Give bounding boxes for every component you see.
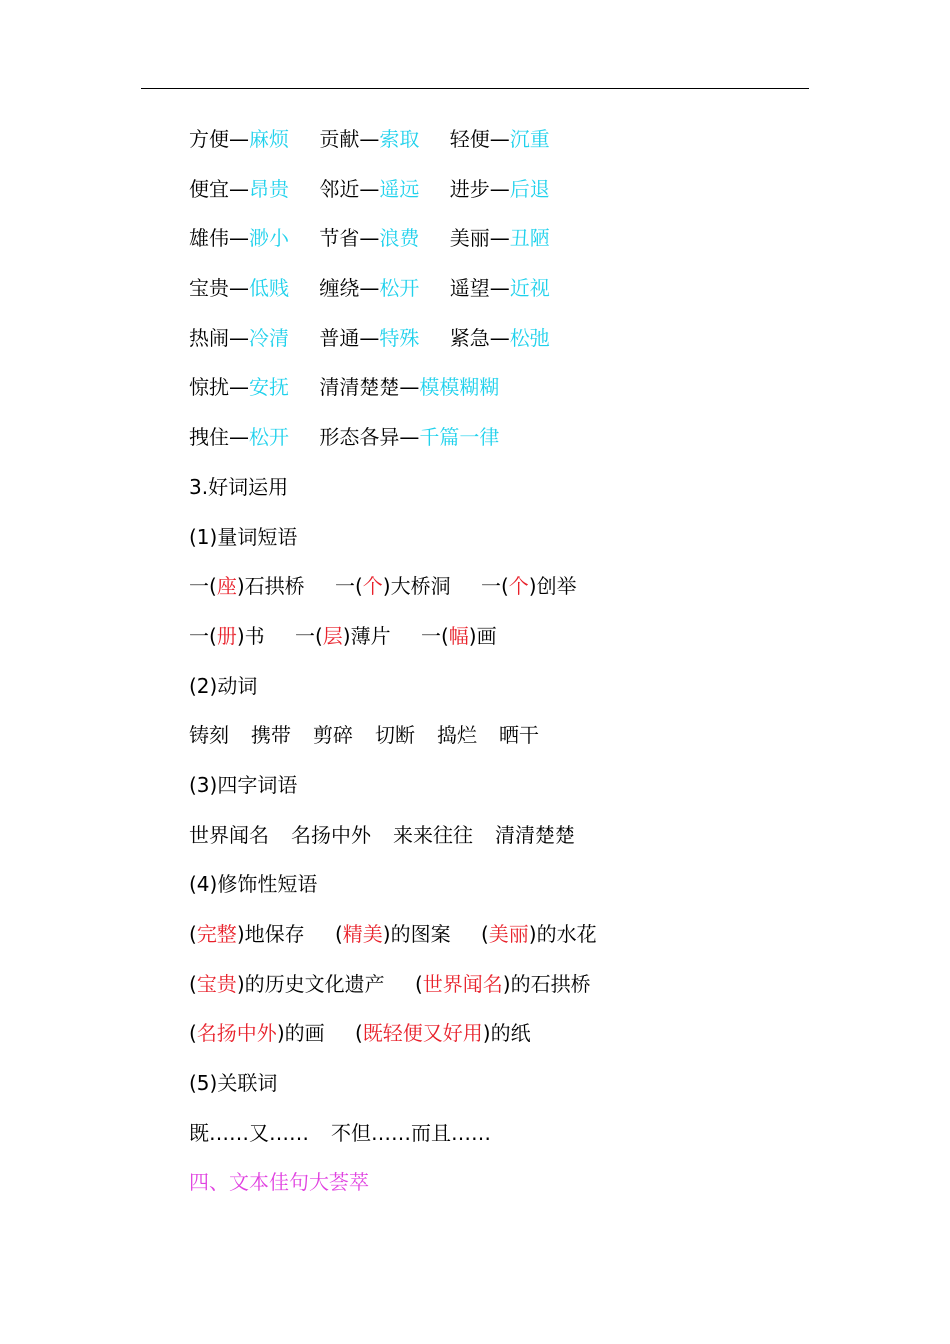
text: 一( xyxy=(189,574,217,599)
modifier-row xyxy=(189,960,829,1010)
text: )的水花 xyxy=(528,922,597,946)
text: ( xyxy=(189,971,197,996)
antonym-row xyxy=(189,214,829,264)
antonym-pair xyxy=(450,115,550,165)
antonym-row xyxy=(189,115,829,165)
verb-word: 切断 xyxy=(375,723,415,748)
verb-word: 晒干 xyxy=(499,723,539,748)
word: 热闹 xyxy=(189,325,229,350)
text: ( xyxy=(480,922,489,946)
antonym-pair xyxy=(189,314,289,364)
measure-word-row xyxy=(189,562,829,612)
idiom-word: 来来往往 xyxy=(393,822,473,847)
dash: — xyxy=(489,276,510,301)
antonym-pair xyxy=(189,363,289,413)
antonym-answer: 松开 xyxy=(379,276,420,301)
antonym-answer: 后退 xyxy=(509,176,550,201)
phrase xyxy=(295,624,391,648)
antonym-answer: 安抚 xyxy=(249,375,289,400)
antonym-answer: 丑陋 xyxy=(509,226,550,251)
word: 贡献 xyxy=(319,127,360,151)
verb-word: 携带 xyxy=(251,723,291,748)
word: 普通 xyxy=(319,325,360,350)
answer: 座 xyxy=(216,574,237,599)
antonym-pair xyxy=(450,264,550,314)
dash: — xyxy=(229,176,249,201)
answer: 层 xyxy=(322,623,343,648)
word: 邻近 xyxy=(319,176,360,201)
antonym-answer: 浪费 xyxy=(379,226,420,251)
idiom-word: 清清楚楚 xyxy=(495,822,575,847)
verb-word: 捣烂 xyxy=(437,723,477,748)
text: 一( xyxy=(480,574,509,599)
antonym-answer: 模模糊糊 xyxy=(419,375,500,400)
phrase xyxy=(481,574,577,598)
text: )创举 xyxy=(528,574,577,599)
antonym-answer: 沉重 xyxy=(509,127,550,151)
phrase xyxy=(355,1021,531,1045)
word: 紧急 xyxy=(449,325,490,350)
text: 一( xyxy=(189,623,217,648)
dash: — xyxy=(399,425,420,450)
dash: — xyxy=(399,375,420,400)
dash: — xyxy=(229,325,249,350)
section-heading: 3.好词运用 xyxy=(189,474,289,499)
subsection-heading: (4)修饰性短语 xyxy=(189,872,318,897)
dash: — xyxy=(359,127,380,151)
word: 遥望 xyxy=(449,276,490,301)
antonym-pair xyxy=(450,214,550,264)
word: 美丽 xyxy=(449,226,490,251)
antonym-pair xyxy=(450,314,550,364)
text: )的历史文化遗产 xyxy=(236,971,385,996)
word: 形态各异 xyxy=(319,425,400,450)
word: 宝贵 xyxy=(189,276,229,301)
text: 一( xyxy=(420,623,449,648)
text: ( xyxy=(414,971,423,996)
word: 进步 xyxy=(449,176,490,201)
phrase xyxy=(189,624,265,648)
text: ( xyxy=(189,922,197,946)
antonym-pair xyxy=(319,214,419,264)
word: 惊扰 xyxy=(189,375,229,400)
text: ( xyxy=(189,1021,197,1046)
antonym-row xyxy=(189,413,829,463)
antonym-answer: 千篇一律 xyxy=(419,425,500,450)
verb-word: 剪碎 xyxy=(313,723,353,748)
antonym-answer: 遥远 xyxy=(379,176,420,201)
text: )书 xyxy=(236,623,265,648)
antonym-answer: 冷清 xyxy=(249,325,289,350)
text: )薄片 xyxy=(342,623,391,648)
antonym-answer: 松弛 xyxy=(509,325,550,350)
phrase xyxy=(189,1021,325,1045)
dash: — xyxy=(229,425,249,450)
subsection-heading: (2)动词 xyxy=(189,673,258,698)
phrase xyxy=(335,574,451,598)
antonym-answer: 索取 xyxy=(379,127,420,151)
word: 雄伟 xyxy=(189,226,229,251)
subsection-heading: (1)量词短语 xyxy=(189,524,298,549)
dash: — xyxy=(489,325,510,350)
text: ( xyxy=(354,1021,363,1046)
conjunction-row xyxy=(189,1109,829,1159)
antonym-answer: 近视 xyxy=(509,276,550,301)
verb-row xyxy=(189,711,829,761)
word: 清清楚楚 xyxy=(319,375,400,400)
text: )的纸 xyxy=(482,1021,531,1046)
antonym-pair xyxy=(189,413,289,463)
conjunction: 既……又…… xyxy=(189,1120,309,1145)
text: )的石拱桥 xyxy=(502,971,591,996)
answer: 世界闻名 xyxy=(422,971,503,996)
phrase xyxy=(421,624,497,648)
answer: 个 xyxy=(362,574,383,599)
word: 拽住 xyxy=(189,425,229,450)
phrase xyxy=(415,972,591,996)
antonym-answer: 麻烦 xyxy=(249,127,289,151)
dash: — xyxy=(229,226,249,251)
dash: — xyxy=(229,276,249,301)
antonym-answer: 昂贵 xyxy=(249,176,289,201)
text: 一( xyxy=(294,623,323,648)
antonym-row xyxy=(189,165,829,215)
conjunction: 不但……而且…… xyxy=(331,1120,491,1145)
verb-word: 铸刻 xyxy=(189,723,229,748)
antonym-pair xyxy=(189,214,289,264)
antonym-pair xyxy=(319,165,419,215)
answer: 名扬中外 xyxy=(196,1021,277,1046)
answer: 个 xyxy=(508,574,529,599)
antonym-pair xyxy=(450,165,550,215)
dash: — xyxy=(359,325,380,350)
word: 方便 xyxy=(189,127,229,151)
phrase xyxy=(481,922,597,946)
antonym-pair xyxy=(319,363,499,413)
text: 一( xyxy=(334,574,363,599)
text: ( xyxy=(334,922,343,946)
antonym-answer: 松开 xyxy=(249,425,289,450)
word: 节省 xyxy=(319,226,360,251)
modifier-row xyxy=(189,1009,829,1059)
text: )画 xyxy=(468,623,497,648)
dash: — xyxy=(229,375,249,400)
antonym-answer: 渺小 xyxy=(249,226,289,251)
antonym-pair xyxy=(189,264,289,314)
word: 便宜 xyxy=(189,176,229,201)
phrase xyxy=(335,922,451,946)
section-heading-4: 四、文本佳句大荟萃 xyxy=(189,1170,369,1195)
idiom-word: 世界闻名 xyxy=(189,822,269,847)
text: )石拱桥 xyxy=(236,574,305,599)
antonym-row xyxy=(189,363,829,413)
measure-word-row xyxy=(189,612,829,662)
subsection-heading: (5)关联词 xyxy=(189,1071,278,1096)
idiom-word: 名扬中外 xyxy=(291,822,371,847)
antonym-answer: 低贱 xyxy=(249,276,289,301)
word: 缠绕 xyxy=(319,276,360,301)
dash: — xyxy=(359,276,380,301)
answer: 宝贵 xyxy=(196,971,237,996)
text: )的画 xyxy=(276,1021,325,1046)
dash: — xyxy=(489,226,510,251)
answer: 幅 xyxy=(448,623,469,648)
dash: — xyxy=(359,226,380,251)
dash: — xyxy=(489,127,510,151)
answer: 完整 xyxy=(196,922,237,946)
phrase xyxy=(189,922,305,946)
text: )地保存 xyxy=(236,922,305,946)
dash: — xyxy=(489,176,510,201)
document-body xyxy=(189,115,829,1208)
word: 轻便 xyxy=(449,127,490,151)
idiom-row xyxy=(189,811,829,861)
antonym-pair xyxy=(319,264,419,314)
answer: 美丽 xyxy=(488,922,529,946)
answer: 既轻便又好用 xyxy=(362,1021,483,1046)
phrase xyxy=(189,972,385,996)
modifier-row xyxy=(189,910,829,960)
dash: — xyxy=(359,176,380,201)
subsection-heading: (3)四字词语 xyxy=(189,772,298,797)
answer: 册 xyxy=(216,623,237,648)
dash: — xyxy=(229,127,249,151)
answer: 精美 xyxy=(342,922,383,946)
antonym-row xyxy=(189,264,829,314)
antonym-row xyxy=(189,314,829,364)
antonym-pair xyxy=(319,115,419,165)
text: )大桥洞 xyxy=(382,574,451,599)
phrase xyxy=(189,574,305,598)
antonym-pair xyxy=(189,165,289,215)
text: )的图案 xyxy=(382,922,451,946)
header-rule xyxy=(141,88,809,89)
antonym-pair xyxy=(319,413,499,463)
antonym-pair xyxy=(189,115,289,165)
antonym-answer: 特殊 xyxy=(379,325,420,350)
antonym-pair xyxy=(319,314,419,364)
